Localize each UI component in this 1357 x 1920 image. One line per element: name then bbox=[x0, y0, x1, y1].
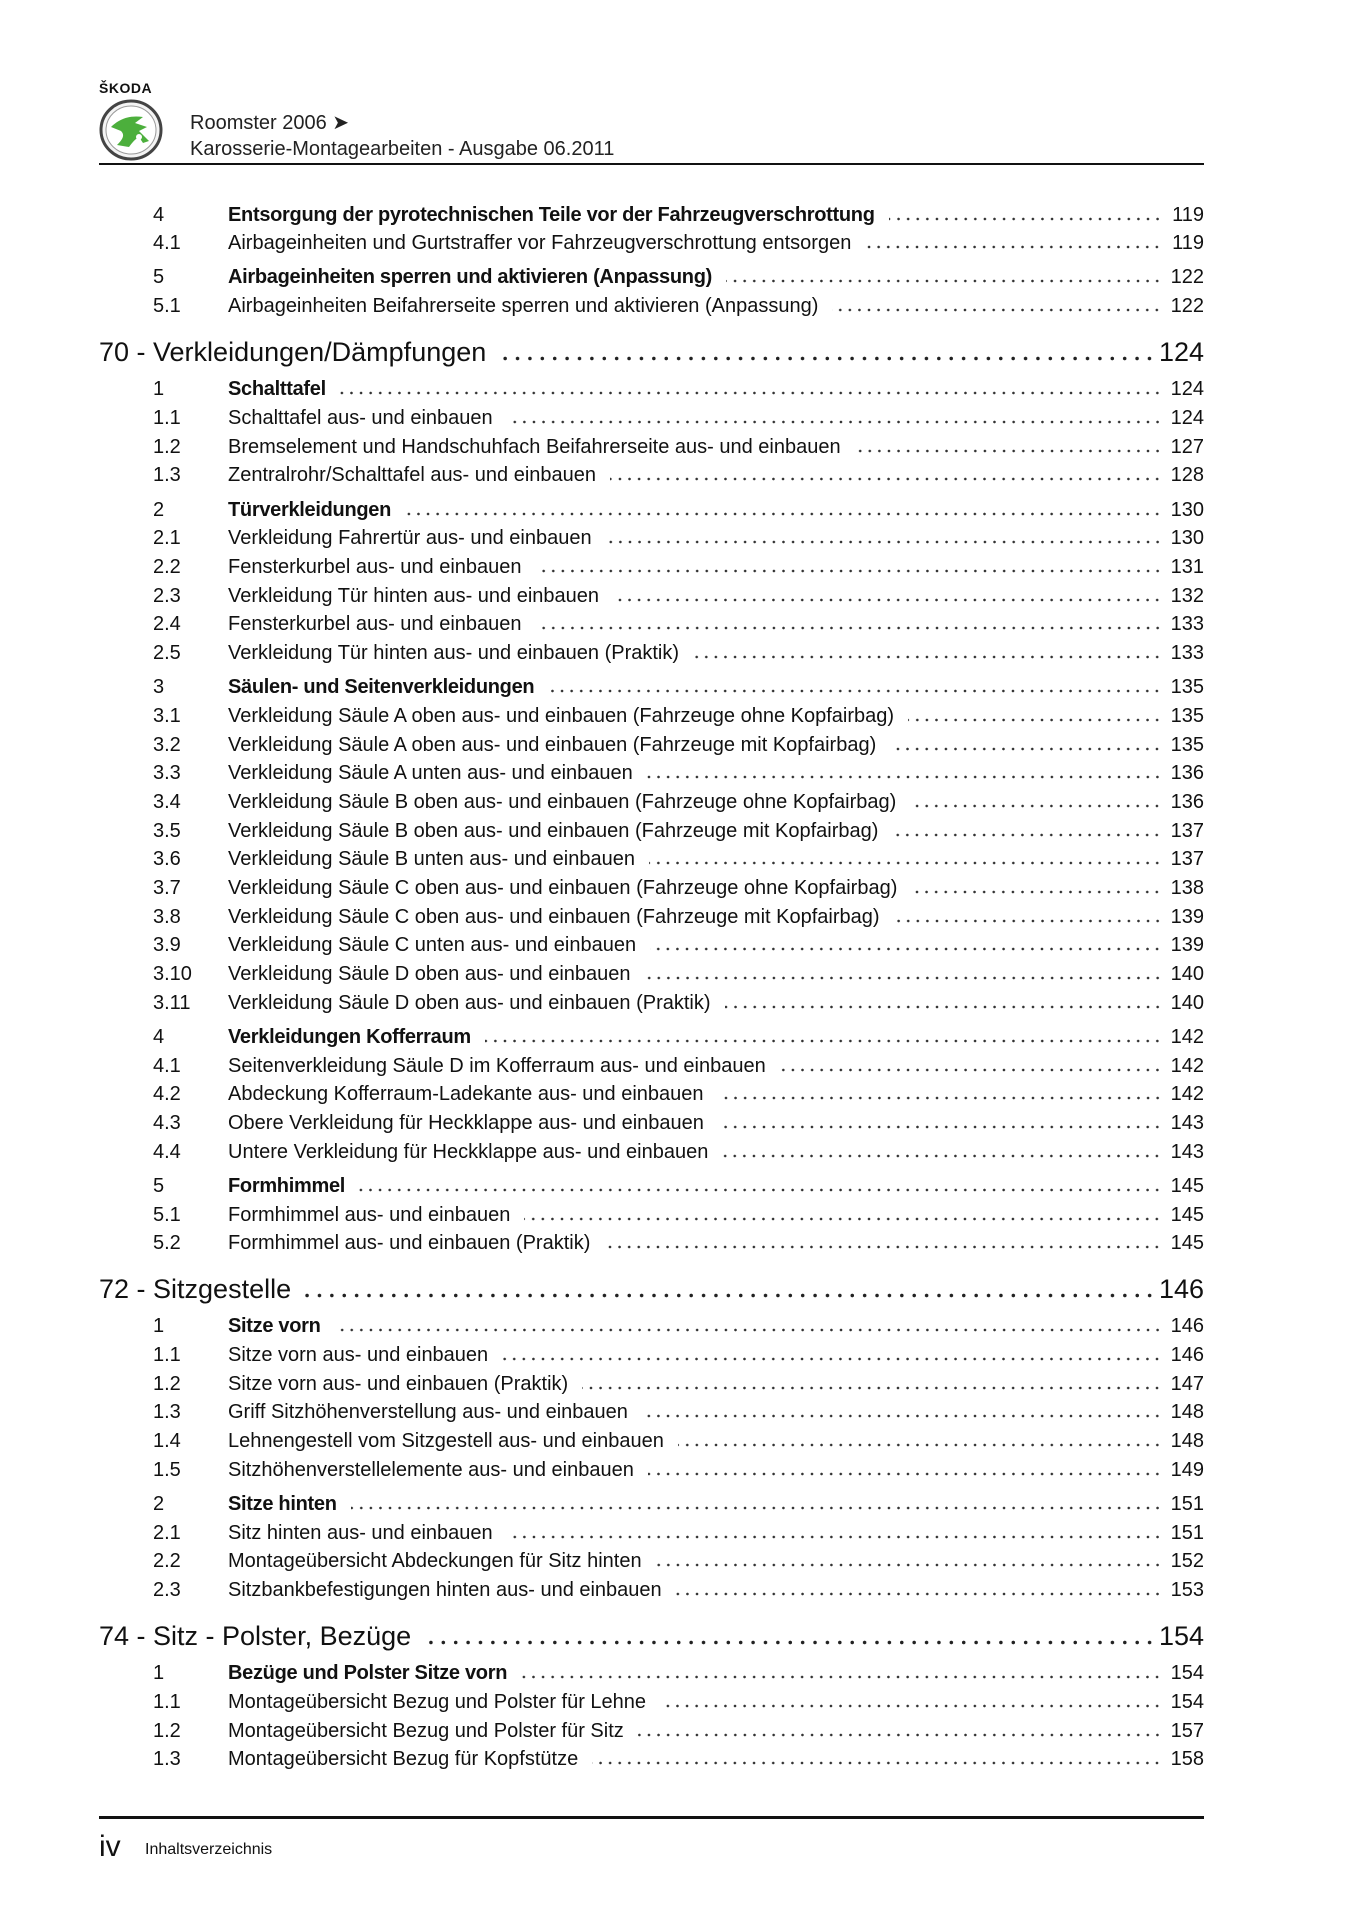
dot-leader bbox=[865, 245, 1162, 249]
toc-entry-page: 135 bbox=[1170, 704, 1204, 727]
dot-leader bbox=[305, 1293, 1156, 1298]
toc-entry-number: 4.2 bbox=[153, 1083, 181, 1106]
toc-entry-title: Airbageinheiten Beifahrerseite sperren und aktivieren (Anpassung) bbox=[228, 295, 819, 318]
toc-entry-number: 4.1 bbox=[153, 232, 181, 255]
dot-leader bbox=[507, 1535, 1162, 1539]
toc-subsection-entry[interactable] bbox=[99, 1550, 1204, 1579]
toc-subsection-entry[interactable] bbox=[99, 642, 1204, 671]
dot-leader bbox=[524, 1217, 1162, 1221]
toc-entry-number: 5.2 bbox=[153, 1232, 181, 1255]
toc-entry-page: 147 bbox=[1170, 1372, 1204, 1395]
dot-leader bbox=[592, 1761, 1162, 1765]
toc-subsection-entry[interactable] bbox=[99, 906, 1204, 935]
toc-entry-title: Montageübersicht Bezug für Kopfstütze bbox=[228, 1748, 579, 1771]
toc-entry-number: 2.2 bbox=[153, 555, 181, 578]
toc-section-entry[interactable] bbox=[99, 1493, 1204, 1522]
dot-leader bbox=[650, 947, 1162, 951]
toc-subsection-entry[interactable] bbox=[99, 585, 1204, 614]
toc-entry-page: 140 bbox=[1170, 991, 1204, 1014]
toc-entry-title: 70 - Verkleidungen/Dämpfungen bbox=[99, 336, 487, 367]
toc-entry-page: 128 bbox=[1170, 464, 1204, 487]
toc-subsection-entry[interactable] bbox=[99, 848, 1204, 877]
toc-entry-page: 136 bbox=[1170, 790, 1204, 813]
toc-entry-title: Formhimmel bbox=[228, 1174, 346, 1197]
toc-entry-page: 157 bbox=[1170, 1719, 1204, 1742]
toc-entry-number: 3 bbox=[153, 676, 165, 699]
toc-entry-title: Schalttafel aus- und einbauen bbox=[228, 406, 493, 429]
toc-subsection-entry[interactable] bbox=[99, 436, 1204, 465]
toc-entry-number: 1.4 bbox=[153, 1430, 181, 1453]
toc-entry-page: 135 bbox=[1170, 733, 1204, 756]
toc-entry-page: 148 bbox=[1170, 1430, 1204, 1453]
toc-subsection-entry[interactable] bbox=[99, 734, 1204, 763]
dot-leader bbox=[500, 356, 1156, 361]
toc-entry-title: Sitze vorn aus- und einbauen (Praktik) bbox=[228, 1372, 569, 1395]
toc-entry-page: 119 bbox=[1172, 203, 1204, 226]
dot-leader bbox=[548, 689, 1162, 693]
dot-leader bbox=[832, 308, 1162, 312]
toc-entry-page: 132 bbox=[1170, 584, 1204, 607]
toc-entry-page: 131 bbox=[1170, 555, 1204, 578]
toc-entry-title: Verkleidung Säule B oben aus- und einbauen (Fahrzeuge mit Kopfairbag) bbox=[228, 819, 879, 842]
toc-subsection-entry[interactable] bbox=[99, 1748, 1204, 1777]
dot-leader bbox=[911, 890, 1162, 894]
brand-wordmark: ŠKODA bbox=[99, 80, 153, 96]
toc-subsection-entry[interactable] bbox=[99, 1401, 1204, 1430]
toc-entry-page: 153 bbox=[1170, 1579, 1204, 1602]
dot-leader bbox=[359, 1188, 1162, 1192]
toc-entry-title: Säulen- und Seitenverkleidungen bbox=[228, 676, 535, 699]
footer-page-number: iv bbox=[99, 1830, 121, 1863]
toc-subsection-entry[interactable] bbox=[99, 556, 1204, 585]
dot-leader bbox=[485, 1039, 1162, 1043]
dot-leader bbox=[693, 655, 1162, 659]
toc-entry-number: 3.11 bbox=[153, 991, 191, 1014]
toc-subsection-entry[interactable] bbox=[99, 1691, 1204, 1720]
toc-entry-number: 4.4 bbox=[153, 1140, 181, 1163]
toc-entry-title: 72 - Sitzgestelle bbox=[99, 1273, 292, 1304]
dot-leader bbox=[642, 1414, 1162, 1418]
toc-section-entry[interactable] bbox=[99, 499, 1204, 528]
toc-entry-number: 1.5 bbox=[153, 1458, 181, 1481]
toc-subsection-entry[interactable] bbox=[99, 232, 1204, 261]
toc-entry-number: 5.1 bbox=[153, 295, 181, 318]
toc-entry-number: 5.1 bbox=[153, 1203, 181, 1226]
dot-leader bbox=[676, 1592, 1162, 1596]
document-subtitle: Karosserie-Montagearbeiten - Ausgabe 06.2011 bbox=[190, 138, 615, 160]
dot-leader bbox=[725, 1005, 1162, 1009]
toc-subsection-entry[interactable] bbox=[99, 992, 1204, 1021]
toc-entry-page: 151 bbox=[1170, 1521, 1204, 1544]
toc-entry-number: 3.1 bbox=[153, 704, 181, 727]
toc-subsection-entry[interactable] bbox=[99, 1430, 1204, 1459]
skoda-logo-icon bbox=[99, 99, 163, 161]
dot-leader bbox=[582, 1386, 1162, 1390]
toc-entry-page: 130 bbox=[1170, 527, 1204, 550]
toc-subsection-entry[interactable] bbox=[99, 877, 1204, 906]
toc-entry-number: 3.2 bbox=[153, 733, 181, 756]
toc-entry-title: Sitze vorn aus- und einbauen bbox=[228, 1344, 489, 1367]
dot-leader bbox=[722, 1154, 1162, 1158]
toc-chapter-entry[interactable] bbox=[99, 337, 1204, 373]
toc-entry-title: Montageübersicht Bezug und Polster für Lehne bbox=[228, 1690, 647, 1713]
toc-entry-number: 4 bbox=[153, 203, 165, 226]
toc-entry-title: Montageübersicht Abdeckungen für Sitz hinten bbox=[228, 1550, 642, 1573]
toc-entry-page: 146 bbox=[1158, 1273, 1204, 1304]
toc-entry-number: 1.3 bbox=[153, 1401, 181, 1424]
toc-section-entry[interactable] bbox=[99, 1315, 1204, 1344]
toc-subsection-entry[interactable] bbox=[99, 613, 1204, 642]
toc-entry-title: Airbageinheiten und Gurtstraffer vor Fahrzeugverschrottung entsorgen bbox=[228, 232, 852, 255]
toc-subsection-entry[interactable] bbox=[99, 820, 1204, 849]
dot-leader bbox=[645, 976, 1162, 980]
toc-entry-page: 151 bbox=[1170, 1493, 1204, 1515]
toc-entry-title: 74 - Sitz - Polster, Bezüge bbox=[99, 1620, 412, 1651]
toc-subsection-entry[interactable] bbox=[99, 963, 1204, 992]
toc-section-entry[interactable] bbox=[99, 1026, 1204, 1055]
toc-entry-page: 135 bbox=[1170, 676, 1204, 699]
toc-subsection-entry[interactable] bbox=[99, 1232, 1204, 1261]
document-title: Roomster 2006 ➤ bbox=[190, 112, 350, 134]
toc-entry-title: Verkleidung Säule D oben aus- und einbauen (Praktik) bbox=[228, 991, 711, 1014]
toc-entry-number: 5 bbox=[153, 266, 165, 289]
toc-entry-title: Griff Sitzhöhenverstellung aus- und einbauen bbox=[228, 1401, 628, 1424]
toc-subsection-entry[interactable] bbox=[99, 1522, 1204, 1551]
toc-entry-title: Verkleidung Säule B oben aus- und einbauen (Fahrzeuge ohne Kopfairbag) bbox=[228, 790, 897, 813]
dot-leader bbox=[647, 775, 1162, 779]
toc-entry-page: 133 bbox=[1170, 641, 1204, 664]
dot-leader bbox=[335, 1328, 1162, 1332]
dot-leader bbox=[718, 1096, 1162, 1100]
toc-entry-number: 3.5 bbox=[153, 819, 181, 842]
toc-subsection-entry[interactable] bbox=[99, 1055, 1204, 1084]
dot-leader bbox=[889, 217, 1162, 221]
toc-entry-page: 139 bbox=[1170, 934, 1204, 957]
table-of-contents bbox=[99, 198, 1204, 1777]
toc-entry-number: 1.3 bbox=[153, 464, 181, 487]
toc-section-entry[interactable] bbox=[99, 204, 1204, 233]
toc-entry-title: Verkleidung Säule D oben aus- und einbauen bbox=[228, 963, 631, 985]
header-divider bbox=[99, 163, 1204, 165]
dot-leader bbox=[892, 833, 1162, 837]
toc-entry-title: Sitzbankbefestigungen hinten aus- und einbauen bbox=[228, 1579, 662, 1602]
dot-leader bbox=[613, 598, 1162, 602]
toc-subsection-entry[interactable] bbox=[99, 407, 1204, 436]
toc-subsection-entry[interactable] bbox=[99, 464, 1204, 493]
toc-entry-number: 4.3 bbox=[153, 1111, 181, 1134]
toc-chapter-entry[interactable] bbox=[99, 1274, 1204, 1310]
toc-entry-page: 154 bbox=[1170, 1662, 1204, 1685]
dot-leader bbox=[726, 279, 1162, 283]
dot-leader bbox=[638, 1733, 1162, 1737]
toc-section-entry[interactable] bbox=[99, 266, 1204, 295]
toc-entry-title: Fensterkurbel aus- und einbauen bbox=[228, 555, 522, 578]
toc-entry-number: 2.1 bbox=[153, 527, 181, 550]
toc-entry-page: 124 bbox=[1170, 406, 1204, 429]
toc-entry-number: 3.6 bbox=[153, 848, 181, 871]
toc-entry-page: 124 bbox=[1170, 378, 1204, 401]
toc-entry-title: Sitzhöhenverstellelemente aus- und einbauen bbox=[228, 1458, 634, 1481]
toc-entry-number: 2.4 bbox=[153, 613, 181, 636]
toc-subsection-entry[interactable] bbox=[99, 1373, 1204, 1402]
toc-entry-page: 146 bbox=[1170, 1344, 1204, 1367]
toc-entry-title: Verkleidung Säule B unten aus- und einbauen bbox=[228, 848, 635, 871]
toc-entry-page: 139 bbox=[1170, 905, 1204, 928]
toc-entry-page: 158 bbox=[1170, 1748, 1204, 1771]
toc-entry-page: 142 bbox=[1170, 1054, 1204, 1077]
toc-entry-page: 130 bbox=[1170, 498, 1204, 521]
dot-leader bbox=[351, 1506, 1162, 1510]
toc-subsection-entry[interactable] bbox=[99, 1083, 1204, 1112]
toc-subsection-entry[interactable] bbox=[99, 934, 1204, 963]
toc-entry-number: 2 bbox=[153, 1493, 165, 1515]
toc-subsection-entry[interactable] bbox=[99, 1459, 1204, 1488]
toc-entry-title: Obere Verkleidung für Heckklappe aus- und einbauen bbox=[228, 1111, 704, 1134]
toc-entry-page: 140 bbox=[1170, 963, 1204, 985]
toc-entry-page: 152 bbox=[1170, 1550, 1204, 1573]
toc-entry-number: 1.1 bbox=[153, 1344, 181, 1367]
toc-entry-page: 146 bbox=[1170, 1315, 1204, 1338]
toc-entry-page: 149 bbox=[1170, 1458, 1204, 1481]
toc-entry-title: Verkleidung Säule C oben aus- und einbauen (Fahrzeuge mit Kopfairbag) bbox=[228, 905, 880, 928]
toc-entry-number: 1.1 bbox=[153, 1690, 181, 1713]
toc-section-entry[interactable] bbox=[99, 676, 1204, 705]
toc-entry-title: Verkleidung Säule C oben aus- und einbauen (Fahrzeuge ohne Kopfairbag) bbox=[228, 876, 898, 899]
toc-entry-number: 3.7 bbox=[153, 876, 181, 899]
toc-entry-title: Airbageinheiten sperren und aktivieren (Anpassung) bbox=[228, 266, 712, 289]
toc-entry-page: 137 bbox=[1170, 848, 1204, 871]
dot-leader bbox=[521, 1675, 1162, 1679]
toc-entry-page: 122 bbox=[1170, 266, 1204, 289]
toc-entry-title: Verkleidung Tür hinten aus- und einbauen (Praktik) bbox=[228, 641, 680, 664]
toc-entry-title: Sitze hinten bbox=[228, 1493, 337, 1515]
toc-entry-title: Fensterkurbel aus- und einbauen bbox=[228, 613, 522, 636]
toc-subsection-entry[interactable] bbox=[99, 791, 1204, 820]
toc-subsection-entry[interactable] bbox=[99, 527, 1204, 556]
toc-entry-number: 4.1 bbox=[153, 1054, 181, 1077]
dot-leader bbox=[890, 747, 1162, 751]
toc-subsection-entry[interactable] bbox=[99, 1344, 1204, 1373]
footer-divider bbox=[99, 1816, 1204, 1819]
toc-entry-page: 145 bbox=[1170, 1232, 1204, 1255]
dot-leader bbox=[536, 569, 1162, 573]
toc-entry-title: Lehnengestell vom Sitzgestell aus- und einbauen bbox=[228, 1430, 664, 1453]
toc-entry-page: 136 bbox=[1170, 762, 1204, 785]
dot-leader bbox=[502, 1357, 1162, 1361]
dot-leader bbox=[604, 1245, 1162, 1249]
dot-leader bbox=[649, 861, 1162, 865]
toc-entry-title: Verkleidung Säule C unten aus- und einbauen bbox=[228, 934, 637, 957]
dot-leader bbox=[908, 718, 1162, 722]
toc-entry-title: Formhimmel aus- und einbauen bbox=[228, 1203, 511, 1226]
toc-entry-number: 1.1 bbox=[153, 406, 181, 429]
toc-entry-number: 2.1 bbox=[153, 1521, 181, 1544]
dot-leader bbox=[910, 804, 1162, 808]
toc-entry-number: 3.3 bbox=[153, 762, 181, 785]
toc-entry-number: 1.2 bbox=[153, 1719, 181, 1742]
toc-entry-number: 2.2 bbox=[153, 1550, 181, 1573]
toc-subsection-entry[interactable] bbox=[99, 705, 1204, 734]
toc-entry-title: Bremselement und Handschuhfach Beifahrerseite aus- und einbauen bbox=[228, 435, 841, 458]
toc-entry-title: Verkleidung Fahrertür aus- und einbauen bbox=[228, 527, 592, 550]
toc-entry-page: 145 bbox=[1170, 1174, 1204, 1197]
toc-entry-page: 127 bbox=[1170, 435, 1204, 458]
toc-entry-number: 1 bbox=[153, 1315, 165, 1338]
toc-section-entry[interactable] bbox=[99, 1662, 1204, 1691]
dot-leader bbox=[648, 1472, 1162, 1476]
toc-entry-page: 145 bbox=[1170, 1203, 1204, 1226]
toc-entry-number: 1.2 bbox=[153, 435, 181, 458]
toc-entry-page: 137 bbox=[1170, 819, 1204, 842]
toc-entry-number: 1 bbox=[153, 378, 165, 401]
toc-entry-title: Abdeckung Kofferraum-Ladekante aus- und einbauen bbox=[228, 1083, 704, 1106]
dot-leader bbox=[405, 512, 1162, 516]
toc-subsection-entry[interactable] bbox=[99, 762, 1204, 791]
dot-leader bbox=[606, 540, 1162, 544]
toc-entry-number: 2 bbox=[153, 498, 165, 521]
dot-leader bbox=[340, 391, 1162, 395]
toc-entry-page: 142 bbox=[1170, 1083, 1204, 1106]
dot-leader bbox=[780, 1068, 1162, 1072]
dot-leader bbox=[678, 1443, 1162, 1447]
toc-entry-title: Sitz hinten aus- und einbauen bbox=[228, 1521, 493, 1544]
toc-entry-title: Verkleidungen Kofferraum bbox=[228, 1025, 471, 1048]
toc-entry-number: 3.4 bbox=[153, 790, 181, 813]
toc-entry-number: 2.3 bbox=[153, 584, 181, 607]
toc-entry-title: Formhimmel aus- und einbauen (Praktik) bbox=[228, 1232, 591, 1255]
toc-entry-title: Untere Verkleidung für Heckklappe aus- und einbauen bbox=[228, 1140, 709, 1163]
dot-leader bbox=[656, 1563, 1162, 1567]
toc-entry-page: 119 bbox=[1172, 232, 1204, 255]
toc-entry-title: Schalttafel bbox=[228, 378, 326, 401]
toc-section-entry[interactable] bbox=[99, 1175, 1204, 1204]
toc-entry-title: Türverkleidungen bbox=[228, 498, 392, 521]
toc-entry-title: Verkleidung Säule A unten aus- und einbauen bbox=[228, 762, 633, 785]
toc-entry-title: Zentralrohr/Schalttafel aus- und einbauen bbox=[228, 464, 597, 487]
toc-entry-number: 1.3 bbox=[153, 1748, 181, 1771]
toc-entry-page: 124 bbox=[1158, 336, 1204, 367]
toc-entry-page: 148 bbox=[1170, 1401, 1204, 1424]
toc-entry-title: Seitenverkleidung Säule D im Kofferraum aus- und einbauen bbox=[228, 1054, 766, 1077]
toc-subsection-entry[interactable] bbox=[99, 1112, 1204, 1141]
dot-leader bbox=[718, 1125, 1162, 1129]
toc-subsection-entry[interactable] bbox=[99, 1204, 1204, 1233]
toc-entry-title: Sitze vorn bbox=[228, 1315, 321, 1338]
toc-entry-page: 133 bbox=[1170, 613, 1204, 636]
toc-entry-title: Verkleidung Tür hinten aus- und einbauen bbox=[228, 584, 600, 607]
dot-leader bbox=[660, 1704, 1162, 1708]
toc-entry-number: 3.10 bbox=[153, 963, 192, 985]
toc-entry-number: 1 bbox=[153, 1662, 165, 1685]
toc-entry-title: Montageübersicht Bezug und Polster für Sitz bbox=[228, 1719, 624, 1742]
toc-entry-page: 143 bbox=[1170, 1140, 1204, 1163]
toc-entry-page: 138 bbox=[1170, 876, 1204, 899]
toc-entry-number: 3.9 bbox=[153, 934, 181, 957]
toc-entry-title: Entsorgung der pyrotechnischen Teile vor der Fahrzeugverschrottung bbox=[228, 203, 875, 226]
toc-entry-number: 3.8 bbox=[153, 905, 181, 928]
toc-entry-page: 143 bbox=[1170, 1111, 1204, 1134]
dot-leader bbox=[610, 477, 1162, 481]
toc-subsection-entry[interactable] bbox=[99, 1720, 1204, 1749]
toc-entry-number: 5 bbox=[153, 1174, 165, 1197]
toc-entry-page: 154 bbox=[1158, 1620, 1204, 1651]
toc-entry-page: 142 bbox=[1170, 1025, 1204, 1048]
toc-entry-number: 2.3 bbox=[153, 1579, 181, 1602]
toc-subsection-entry[interactable] bbox=[99, 1141, 1204, 1170]
toc-entry-title: Bezüge und Polster Sitze vorn bbox=[228, 1662, 508, 1685]
toc-entry-page: 154 bbox=[1170, 1690, 1204, 1713]
dot-leader bbox=[507, 420, 1162, 424]
toc-entry-number: 2.5 bbox=[153, 641, 181, 664]
toc-subsection-entry[interactable] bbox=[99, 1579, 1204, 1608]
dot-leader bbox=[425, 1640, 1156, 1645]
toc-entry-page: 122 bbox=[1170, 295, 1204, 318]
toc-entry-number: 1.2 bbox=[153, 1372, 181, 1395]
toc-entry-title: Verkleidung Säule A oben aus- und einbauen (Fahrzeuge ohne Kopfairbag) bbox=[228, 704, 895, 727]
footer-section-label: Inhaltsverzeichnis bbox=[145, 1841, 273, 1858]
toc-section-entry[interactable] bbox=[99, 378, 1204, 407]
dot-leader bbox=[536, 626, 1162, 630]
dot-leader bbox=[894, 919, 1162, 923]
toc-entry-title: Verkleidung Säule A oben aus- und einbauen (Fahrzeuge mit Kopfairbag) bbox=[228, 733, 877, 756]
dot-leader bbox=[855, 449, 1162, 453]
toc-entry-number: 4 bbox=[153, 1025, 165, 1048]
toc-chapter-entry[interactable] bbox=[99, 1621, 1204, 1657]
toc-subsection-entry[interactable] bbox=[99, 295, 1204, 324]
